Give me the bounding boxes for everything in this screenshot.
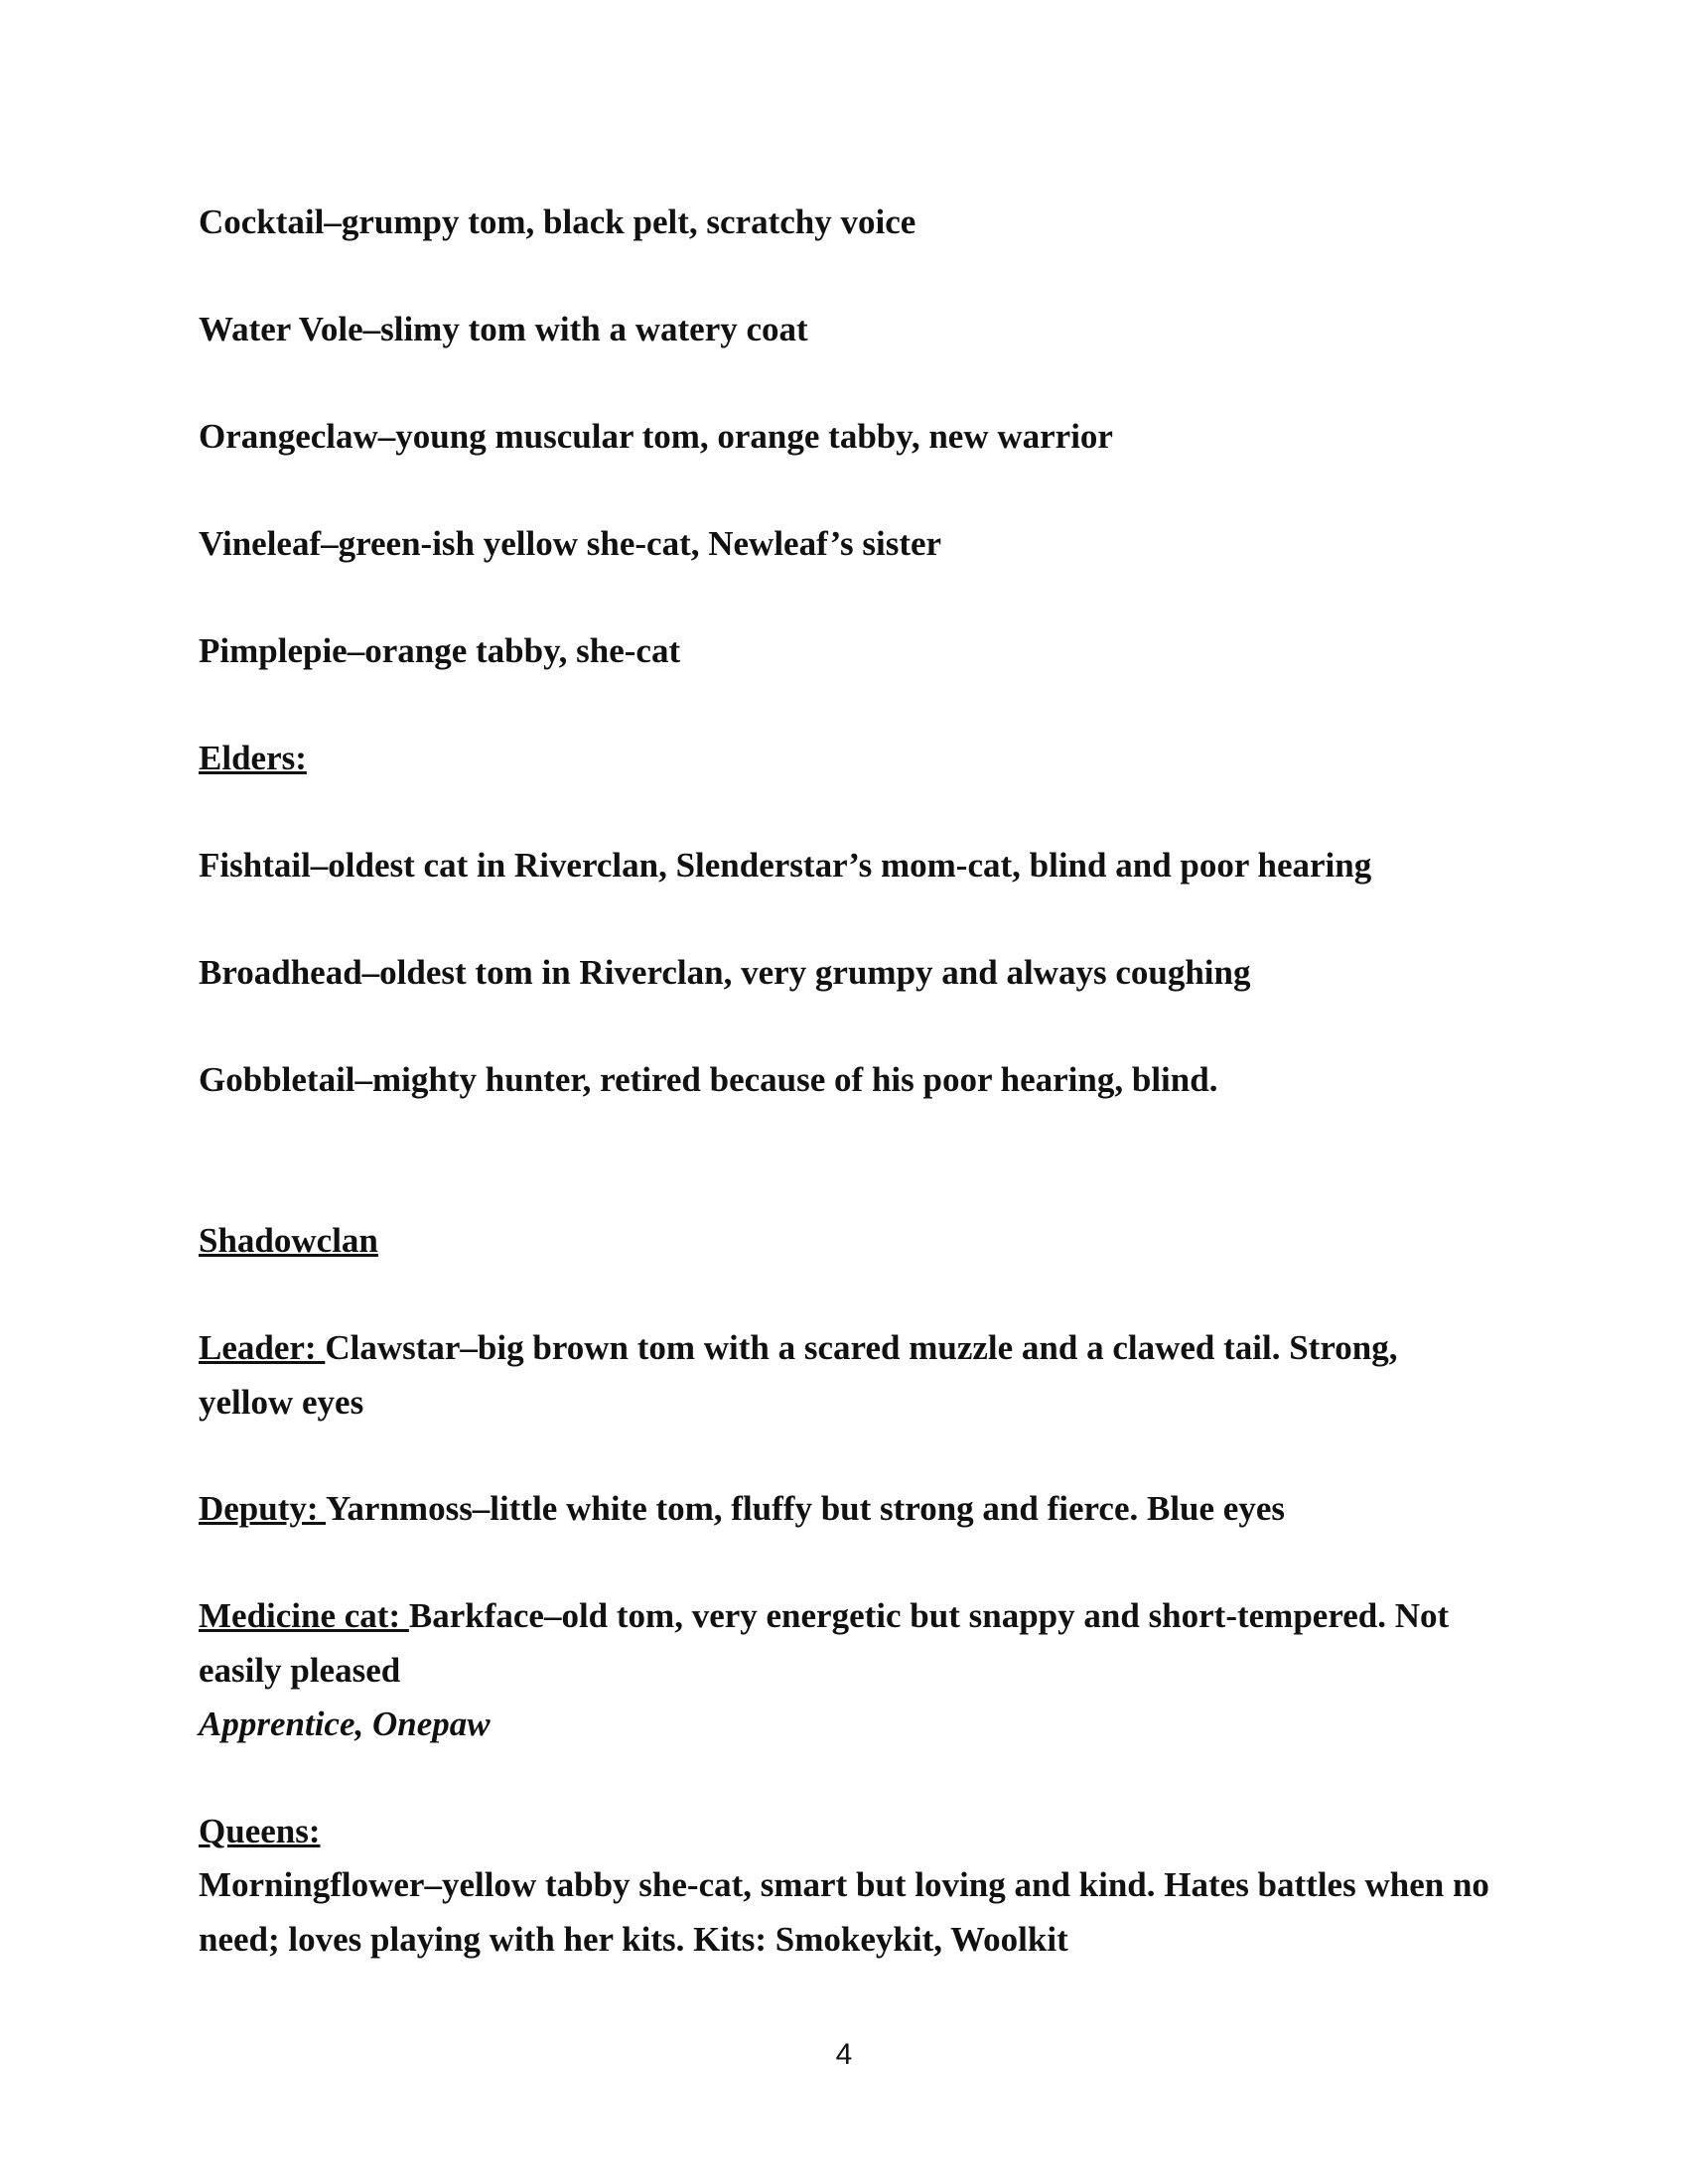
medicine-cat-entry xyxy=(199,1588,1489,1698)
elder-entry-fishtail: Fishtail–oldest cat in Riverclan, Slenderstar’s mom-cat, blind and poor hearing xyxy=(199,846,1372,885)
deputy-entry xyxy=(199,1481,1489,1536)
medicine-cat-label: Medicine cat: xyxy=(199,1596,409,1635)
leader-entry xyxy=(199,1320,1489,1430)
medicine-cat-text: Barkface–old tom, very energetic but snappy and short-tempered. Not easily pleased xyxy=(199,1596,1450,1690)
warrior-entry-cocktail: Cocktail–grumpy tom, black pelt, scratchy voice xyxy=(199,203,916,241)
shadowclan-heading: Shadowclan xyxy=(199,1221,378,1260)
deputy-text: Yarnmoss–little white tom, fluffy but strong and fierce. Blue eyes xyxy=(326,1489,1286,1528)
warrior-entry-water-vole: Water Vole–slimy tom with a watery coat xyxy=(199,310,808,348)
elder-entry-broadhead: Broadhead–oldest tom in Riverclan, very grumpy and always coughing xyxy=(199,953,1251,992)
warrior-entry-vineleaf: Vineleaf–green-ish yellow she-cat, Newleaf’s sister xyxy=(199,524,942,563)
warrior-entry-orangeclaw: Orangeclaw–young muscular tom, orange tabby, new warrior xyxy=(199,417,1113,456)
queen-entry-morningflower: Morningflower–yellow tabby she-cat, smart but loving and kind. Hates battles when no need; loves playing with her kits. Kits: Smokeykit, Woolkit xyxy=(199,1865,1489,1959)
elder-entry-gobbletail: Gobbletail–mighty hunter, retired because of his poor hearing, blind. xyxy=(199,1060,1218,1099)
queens-heading: Queens: xyxy=(199,1812,321,1850)
medicine-cat-apprentice: Apprentice, Onepaw xyxy=(199,1705,491,1743)
leader-text: Clawstar–big brown tom with a scared muzzle and a clawed tail. Strong, yellow eyes xyxy=(199,1328,1398,1422)
page-number: 4 xyxy=(835,2038,853,2071)
warrior-entry-pimplepie: Pimplepie–orange tabby, she-cat xyxy=(199,631,681,670)
elders-heading: Elders: xyxy=(199,739,307,777)
leader-label: Leader: xyxy=(199,1328,326,1367)
deputy-label: Deputy: xyxy=(199,1489,327,1528)
